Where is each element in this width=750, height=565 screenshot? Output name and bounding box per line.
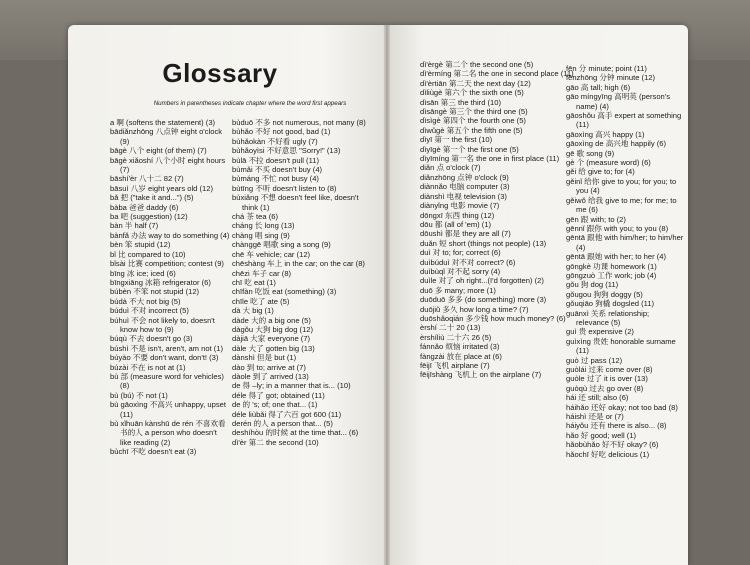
glossary-entry: diǎn 点 o'clock (7) [420, 163, 481, 173]
glossary-entry: dìwǔgè 第五个 the fifth one (5) [420, 125, 523, 135]
glossary-entry: diànshì 电视 television (3) [420, 191, 507, 201]
glossary-entry: fánnǎo 烦恼 irritated (3) [420, 342, 500, 352]
glossary-entry: duǎn 短 short (things not people) (13) [420, 238, 547, 248]
glossary-entry: bùmáng 不忙 not busy (4) [232, 174, 319, 184]
glossary-entry: bùchī 不吃 doesn't eat (3) [110, 447, 197, 457]
glossary-entry: guìxìng 贵姓 honorable surname (11) [566, 336, 676, 356]
glossary-entry: dìsāngè 第三个 the third one (5) [420, 107, 528, 117]
glossary-entry: dàjiā 大家 everyone (7) [232, 334, 311, 344]
glossary-entry: bùlā 不拉 doesn't pull (11) [232, 155, 319, 165]
glossary-entry: dìsān 第三 the third (10) [420, 97, 502, 107]
glossary-entry: háiyǒu 还有 there is also... (8) [566, 421, 667, 431]
glossary-entry: diànyǐng 电影 movie (7) [420, 201, 500, 211]
glossary-entry: dàde 大的 a big one (5) [232, 315, 311, 325]
glossary-entry: diànnǎo 电脑 computer (3) [420, 182, 510, 192]
glossary-entry: dào 到 to; arrive at (7) [232, 362, 306, 372]
glossary-entry: dì'èrtiān 第二天 the next day (12) [420, 78, 531, 88]
glossary-entry: bùtīng 不听 doesn't listen to (8) [232, 183, 337, 193]
glossary-entry: búdà 不大 not big (5) [110, 296, 181, 306]
glossary-entry: fēijī 飞机 airplane (7) [420, 361, 490, 370]
glossary-entry: fàngzài 放在 place at (6) [420, 351, 502, 361]
glossary-entry: chēshàng 车上 in the car; on the car (8) [232, 259, 365, 269]
glossary-entry: dà 大 big (1) [232, 306, 274, 316]
glossary-entry: derén 的人 a person that... (5) [232, 419, 333, 428]
glossary-entry: a 啊 (softens the statement) (3) [110, 118, 216, 127]
glossary-entry: búyào 不要 don't want, don't! (3) [110, 353, 219, 363]
glossary-entry: chī 吃 eat (1) [232, 277, 276, 287]
glossary-entry: gěinǐ 给你 give to you; for you; to you (4) [566, 176, 677, 196]
glossary-entry: guòqù 过去 go over (8) [566, 383, 644, 393]
glossary-entry: bāgè xiǎoshí 八个小时 eight hours (7) [110, 155, 226, 175]
glossary-entry: déle 得了 got; obtained (11) [232, 390, 325, 400]
glossary-entry: gōngkè 功课 homework (1) [566, 261, 657, 271]
glossary-entry: chē 车 vehicle; car (12) [232, 249, 311, 259]
glossary-entry: dìliùgè 第六个 the sixth one (5) [420, 88, 524, 98]
glossary-entry: bāshí'èr 八十二 82 (7) [110, 174, 184, 184]
glossary-entry: bǎ 把 ("take it and...") (5) [110, 193, 194, 203]
glossary-entry: bùduō 不多 not numerous, not many (8) [232, 118, 366, 127]
glossary-entry: bùmǎi 不买 doesn't buy (4) [232, 165, 323, 175]
glossary-entry: cháng 长 long (13) [232, 221, 295, 231]
glossary-entry: bù gāoxìng 不高兴 unhappy, upset (11) [110, 400, 226, 419]
glossary-entry: ba 吧 (suggestion) (12) [110, 212, 188, 222]
page-subtitle: Numbers in parentheses indicate chapter where the word first appears [153, 100, 347, 107]
glossary-entry: èrshí 二十 20 (13) [420, 323, 481, 333]
glossary-entry: bīng 冰 ice; iced (6) [110, 268, 176, 278]
glossary-entry: gēn 跟 with; to (2) [566, 214, 626, 224]
glossary-entry: bīngxiāng 冰箱 refrigerator (6) [110, 277, 211, 287]
glossary-entry: duōduō 多多 (do something) more (3) [420, 295, 547, 305]
glossary-entry: deshíhòu 的时候 at the time that... (6) [232, 428, 359, 438]
glossary-entry: gāo míngyīng 高明英 (person's name) (4) [566, 92, 671, 111]
glossary-entry: búhuì 不会 not likely to, doesn't know how to (9) [110, 315, 215, 334]
glossary-entry: duìle 对了 oh right...(I'd forgotten) (2) [420, 276, 544, 286]
glossary-column-2 [232, 118, 372, 447]
glossary-entry: chàng 唱 sing (9) [232, 230, 290, 240]
glossary-entry: dìyī 第一 the first (10) [420, 135, 493, 145]
glossary-entry: de 得 –ly; in a manner that is... (10) [232, 381, 351, 391]
glossary-entry: chīfàn 吃饭 eat (something) (3) [232, 287, 337, 297]
glossary-entry: hái 还 still; also (6) [566, 393, 629, 403]
glossary-entry: duì 对 to; for; correct (6) [420, 248, 501, 258]
glossary-entry: bàn 半 half (7) [110, 221, 159, 231]
glossary-entry: dàle 大了 gotten big (13) [232, 343, 315, 353]
book-spine [384, 25, 390, 565]
glossary-entry: háihǎo 还好 okay; not too bad (8) [566, 402, 678, 412]
glossary-entry: de 的 's; of; one that... (1) [232, 400, 318, 410]
glossary-entry: gēntā 跟他 with him/her; to him/her (4) [566, 233, 684, 252]
glossary-entry: duìbúduì 对不对 correct? (6) [420, 257, 516, 267]
glossary-entry: bǐsài 比赛 competition; contest (9) [110, 259, 224, 269]
glossary-entry: bù (bú) 不 not (1) [110, 390, 168, 400]
glossary-entry: duìbùqǐ 对不起 sorry (4) [420, 266, 501, 276]
glossary-entry: dōngxī 东西 thing (12) [420, 210, 495, 220]
glossary-entry: bǐ 比 compared to (10) [110, 249, 186, 259]
glossary-entry: gāoxìng 高兴 happy (1) [566, 129, 645, 139]
glossary-entry: búshì 不是 isn't, aren't, am not (1) [110, 343, 224, 353]
glossary-entry: chēzi 车子 car (8) [232, 268, 292, 278]
glossary-entry: hǎo 好 good; well (1) [566, 430, 637, 440]
glossary-entry: dìyīmíng 第一名 the one in first place (11) [420, 154, 560, 164]
glossary-entry: chànggē 唱歌 sing a song (9) [232, 240, 331, 250]
glossary-entry: guì 贵 expensive (2) [566, 327, 634, 337]
glossary-entry: dōushì 都是 they are all (7) [420, 229, 511, 239]
glossary-entry: dàole 到了 arrived (13) [232, 371, 309, 381]
glossary-entry: gōngzuò 工作 work; job (4) [566, 270, 657, 280]
glossary-entry: háishì 还是 or (7) [566, 412, 624, 422]
glossary-entry: bāsuì 八岁 eight years old (12) [110, 183, 213, 193]
glossary-entry: búduì 不对 incorrect (5) [110, 306, 189, 316]
glossary-entry: duōjiǔ 多久 how long a time? (7) [420, 304, 529, 314]
glossary-entry: gē 歌 song (9) [566, 148, 615, 158]
glossary-entry: bùhǎokàn 不好看 ugly (7) [232, 136, 318, 146]
glossary-entry: dìyīgè 第一个 the first one (5) [420, 144, 519, 154]
glossary-entry: gěi 给 give to; for (4) [566, 167, 635, 177]
glossary-entry: bùhǎo 不好 not good, bad (1) [232, 127, 331, 137]
glossary-entry: bànfǎ 办法 way to do something (4) [110, 230, 230, 240]
glossary-entry: guānxì 关系 relationship; relevance (5) [566, 308, 650, 327]
glossary-entry: dōu 都 (all of 'em) (1) [420, 219, 492, 229]
glossary-entry: dì'èrmíng 第二名 the one in second place (11) [420, 69, 574, 79]
glossary-entry: búqù 不去 doesn't go (3) [110, 334, 193, 344]
glossary-entry: chá 茶 tea (6) [232, 212, 279, 222]
glossary-entry: búbèn 不笨 not stupid (12) [110, 287, 200, 297]
glossary-entry: duō 多 many; more (1) [420, 285, 496, 295]
glossary-entry: gēntā 跟她 with her; to her (4) [566, 252, 667, 262]
glossary-entry: dìsìgè 第四个 the fourth one (5) [420, 116, 526, 126]
glossary-entry: dànshì 但是 but (1) [232, 353, 297, 363]
glossary-entry: gāo 高 tall; high (6) [566, 82, 631, 92]
glossary-entry: bù 部 (measure word for vehicles) (8) [110, 371, 224, 391]
glossary-entry: guòlái 过来 come over (8) [566, 365, 653, 374]
page-title: Glossary [162, 58, 278, 88]
glossary-entry: gǒuqiāo 狗橇 dogsled (11) [566, 299, 655, 309]
glossary-entry: bāgè 八个 eight (of them) (7) [110, 146, 207, 156]
glossary-column-4 [566, 64, 684, 459]
glossary-entry: gāoxìng de 高兴地 happily (6) [566, 139, 667, 149]
glossary-entry: guò 过 pass (12) [566, 355, 623, 365]
glossary-entry: bàba 爸爸 daddy (6) [110, 202, 179, 212]
glossary-entry: guòle 过了 it is over (13) [566, 374, 648, 384]
glossary-column-3 [420, 60, 590, 380]
glossary-entry: gāoshǒu 高手 expert at something (11) [566, 111, 682, 130]
glossary-entry: bùxiǎng 不想 doesn't feel like, doesn't think (1) [232, 193, 359, 212]
glossary-entry: gè 个 (measure word) (6) [566, 158, 651, 168]
glossary-entry: diǎnzhōng 点钟 o'clock (9) [420, 172, 509, 182]
glossary-entry: bādiǎnzhōng 八点钟 eight o'clock (9) [110, 127, 223, 146]
glossary-entry: dàgǒu 大狗 big dog (12) [232, 324, 314, 334]
glossary-column-1 [110, 118, 230, 457]
glossary-entry: dì'èrgè 第二个 the second one (5) [420, 60, 534, 69]
glossary-entry: bèn 笨 stupid (12) [110, 240, 171, 250]
glossary-entry: gǒu 狗 dog (11) [566, 280, 619, 290]
glossary-entry: déle liùbǎi 得了六百 got 600 (11) [232, 409, 342, 419]
glossary-entry: gǒugou 狗狗 doggy (5) [566, 289, 643, 299]
glossary-entry: búzài 不在 is not at (1) [110, 362, 186, 372]
glossary-entry: bù xǐhuān kànshū de rén 不喜欢看书的人 a person who doesn't like reading (2) [110, 419, 226, 447]
glossary-entry: gēnnǐ 跟你 with you; to you (8) [566, 223, 669, 233]
glossary-entry: fēn 分 minute; point (11) [566, 64, 647, 73]
glossary-entry: èrshíliù 二十六 26 (5) [420, 332, 492, 342]
glossary-entry: bùhǎoyìsi 不好意思 "Sorry!" (13) [232, 146, 341, 156]
glossary-entry: fēijīshàng 飞机上 on the airplane (7) [420, 370, 542, 380]
glossary-entry: fēnzhōng 分钟 minute (12) [566, 73, 656, 83]
glossary-entry: hǎochī 好吃 delicious (1) [566, 449, 650, 459]
glossary-entry: dì'èr 第二 the second (10) [232, 437, 319, 447]
glossary-entry: hǎobùhǎo 好不好 okay? (6) [566, 440, 659, 450]
glossary-entry: gěiwǒ 给我 give to me; for me; to me (6) [566, 195, 677, 215]
glossary-entry: chīle 吃了 ate (5) [232, 296, 290, 306]
glossary-entry: duōshǎoqián 多少钱 how much money? (6) [420, 313, 566, 323]
